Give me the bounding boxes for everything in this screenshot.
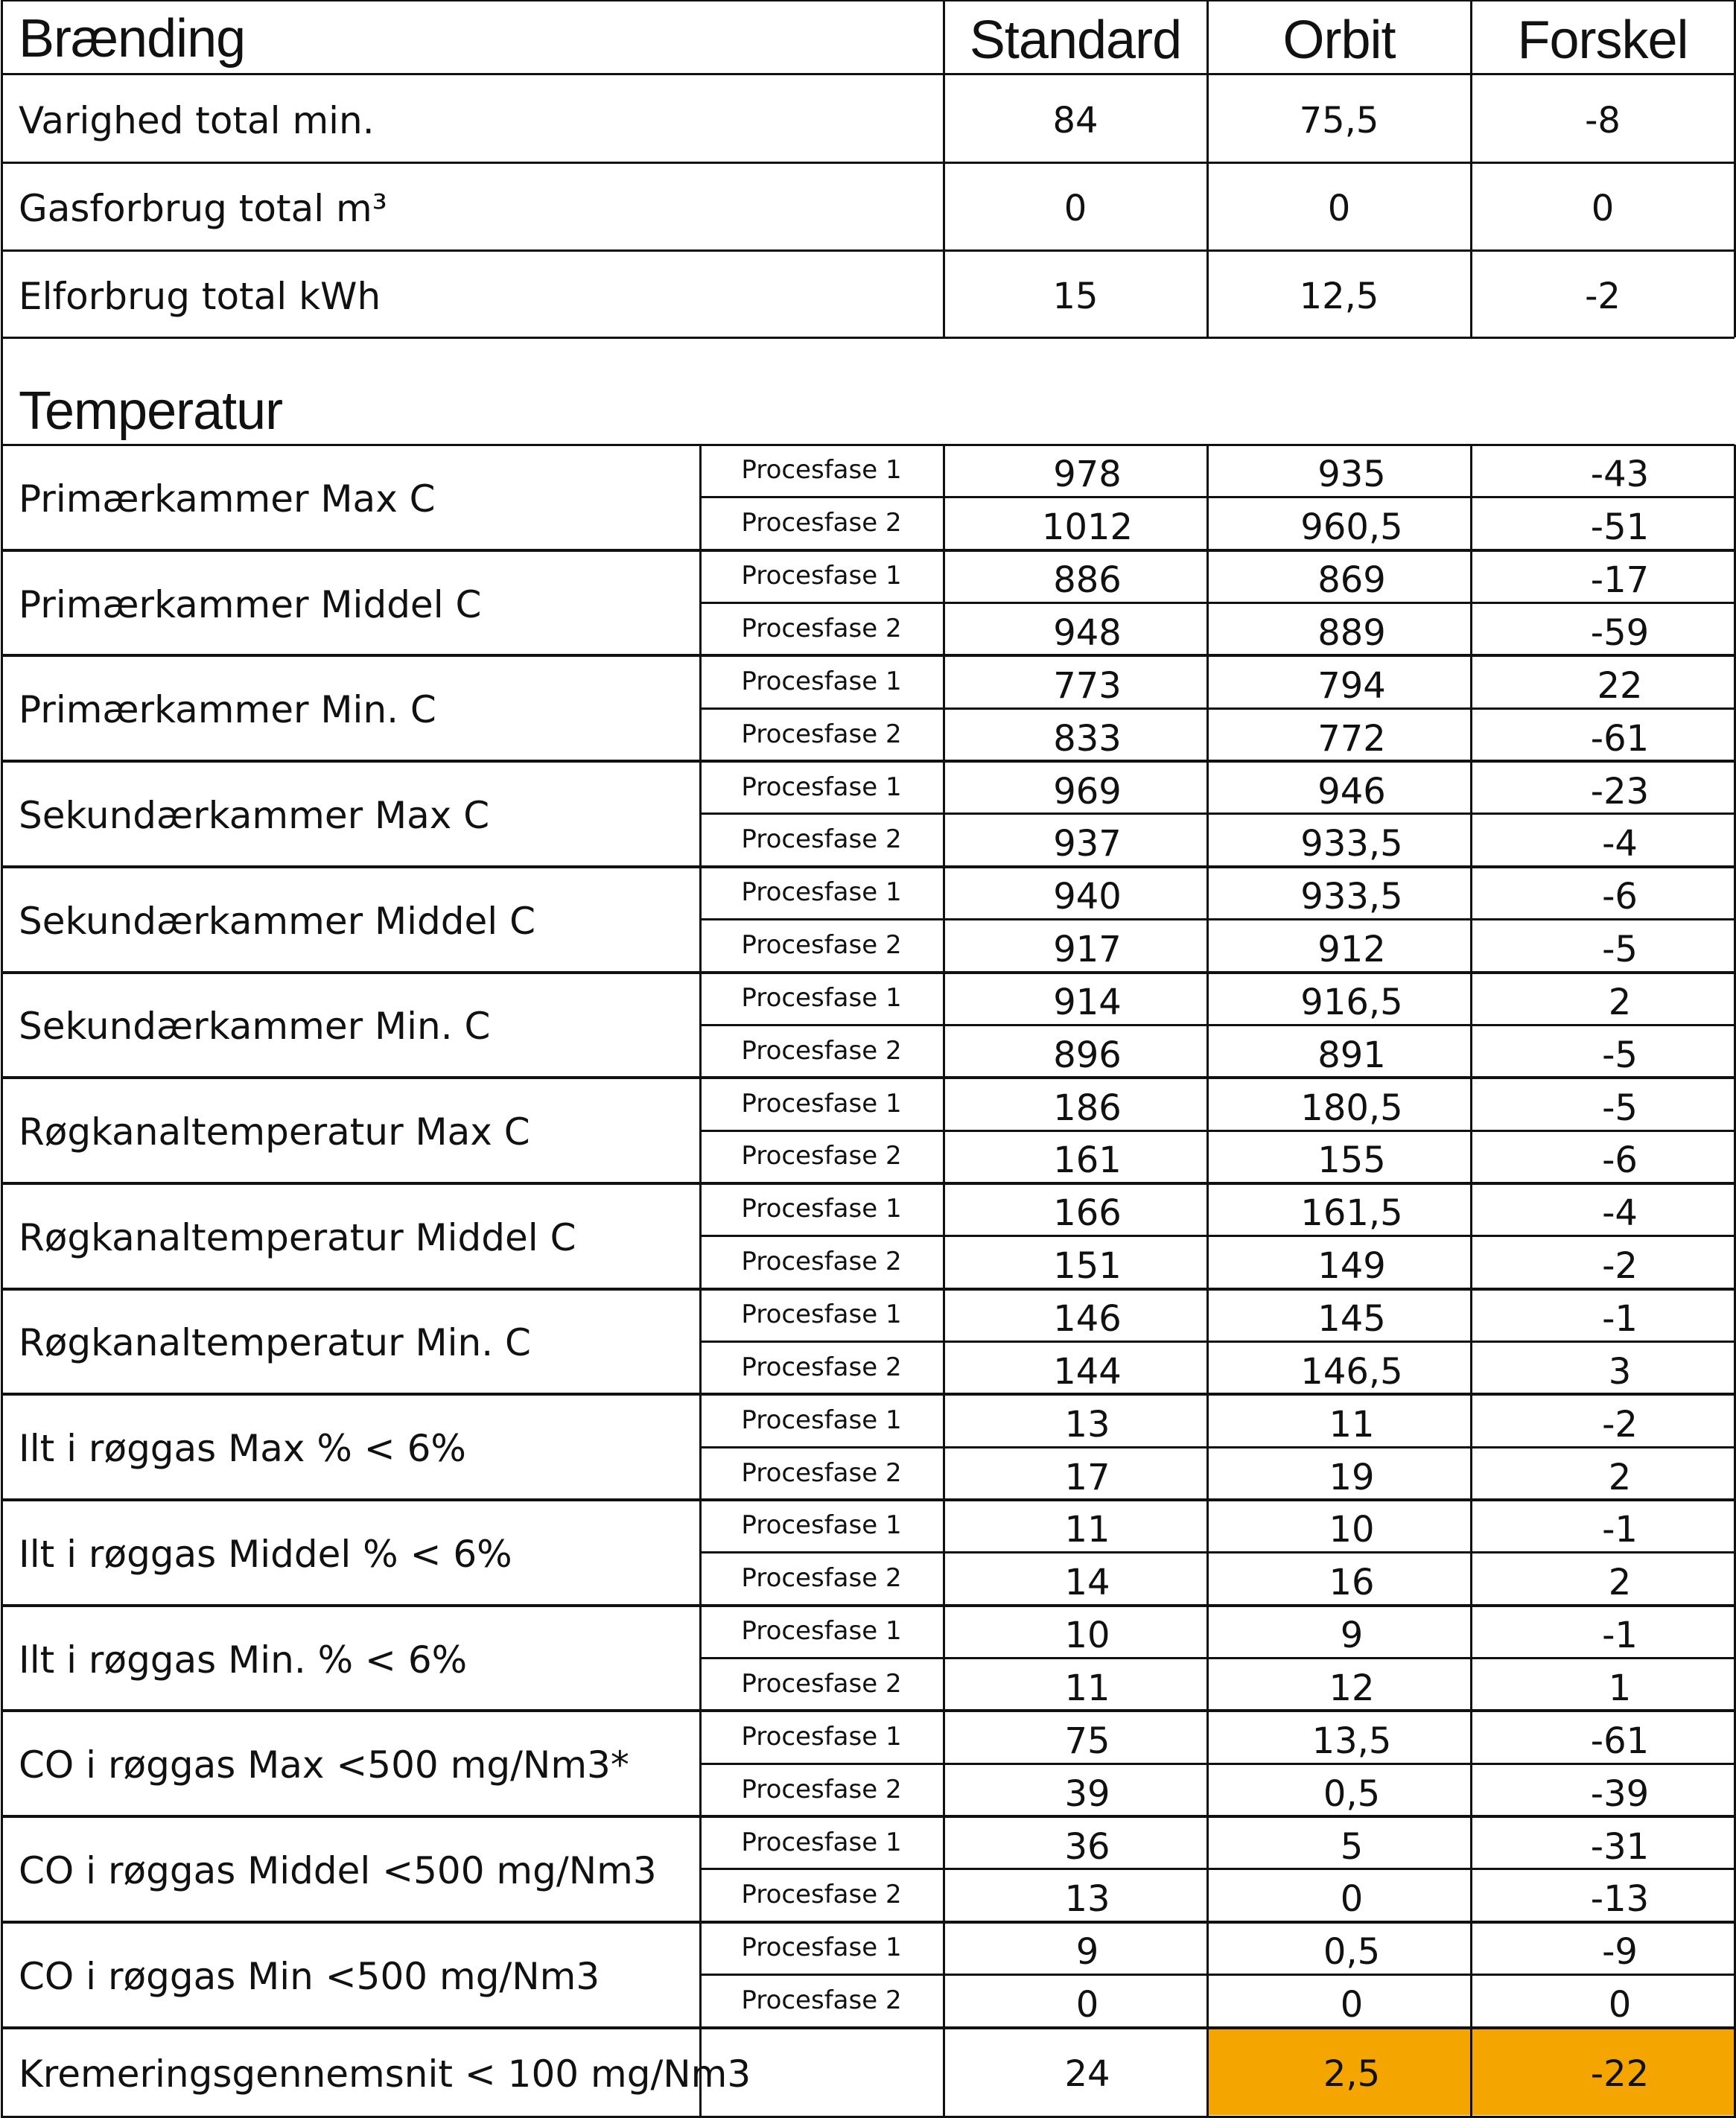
phase-value: 933,5: [1300, 876, 1403, 918]
phase-value: 1012: [1041, 506, 1134, 549]
phase-value: 916,5: [1300, 981, 1403, 1023]
row-divider: [1, 865, 1735, 868]
phase-label: Procesfase 1: [741, 772, 902, 802]
phase-value: 9: [1340, 1615, 1364, 1657]
phase-value: 186: [1053, 1087, 1122, 1129]
row-divider: [1, 549, 1735, 552]
phase-value: 17: [1064, 1456, 1110, 1498]
phase-value: 0: [1340, 1984, 1364, 2026]
phase-label: Procesfase 2: [741, 1880, 902, 1910]
phase-value: 1: [1608, 1667, 1632, 1709]
column-header-forskel: Forskel: [1517, 10, 1688, 70]
row-divider: [700, 1868, 1735, 1870]
final-row-value: -22: [1590, 2053, 1650, 2095]
burn-row-value: 0: [1591, 188, 1615, 229]
phase-label: Procesfase 2: [741, 824, 902, 855]
row-divider: [1, 162, 1735, 164]
row-divider: [700, 496, 1735, 498]
phase-label: Procesfase 2: [741, 1563, 902, 1594]
row-divider: [1, 73, 1735, 75]
column-divider: [1206, 0, 1209, 337]
burn-row-value: 12,5: [1299, 275, 1379, 317]
row-divider: [1, 1709, 1735, 1712]
phase-value: 940: [1053, 876, 1122, 918]
phase-value: 2: [1608, 981, 1632, 1023]
phase-value: 0: [1608, 1984, 1632, 2026]
phase-value: 11: [1329, 1403, 1375, 1446]
phase-value: 0,5: [1323, 1772, 1381, 1815]
phase-value: 12: [1329, 1667, 1375, 1709]
burn-row-label: Gasforbrug total m³: [19, 187, 387, 230]
column-divider: [1470, 445, 1472, 2118]
row-divider: [1, 654, 1735, 657]
phase-value: -59: [1590, 611, 1650, 654]
phase-value: 933,5: [1300, 823, 1403, 865]
column-divider: [699, 445, 702, 2118]
row-divider: [1, 1604, 1735, 1607]
column-header-standard: Standard: [969, 10, 1182, 70]
group-label: Primærkammer Middel C: [19, 582, 482, 626]
column-divider: [1470, 0, 1472, 337]
phase-value: -1: [1602, 1509, 1638, 1551]
phase-label: Procesfase 2: [741, 930, 902, 961]
phase-label: Procesfase 1: [741, 1194, 902, 1224]
final-row-value: 2,5: [1323, 2053, 1381, 2095]
burn-row-value: 75,5: [1299, 99, 1379, 141]
phase-value: 794: [1317, 664, 1386, 707]
row-divider: [1, 0, 1735, 1]
phase-value: 5: [1340, 1825, 1364, 1868]
group-label: CO i røggas Max <500 mg/Nm3*: [19, 1743, 629, 1787]
row-divider: [700, 1130, 1735, 1132]
phase-value: 155: [1317, 1139, 1386, 1182]
phase-value: -4: [1602, 823, 1638, 865]
column-divider: [1734, 445, 1736, 2118]
phase-value: 869: [1317, 559, 1386, 602]
final-row-label: Kremeringsgennemsnit < 100 mg/Nm3: [19, 2052, 751, 2096]
phase-value: 935: [1317, 454, 1386, 496]
phase-label: Procesfase 1: [741, 1088, 902, 1119]
burn-row-value: 0: [1063, 188, 1087, 229]
phase-value: 19: [1329, 1456, 1375, 1498]
row-divider: [1, 249, 1735, 252]
row-divider: [1, 1393, 1735, 1396]
phase-value: -23: [1590, 770, 1650, 812]
phase-label: Procesfase 2: [741, 1774, 902, 1804]
group-label: Ilt i røggas Middel % < 6%: [19, 1532, 512, 1576]
phase-value: 151: [1053, 1245, 1122, 1288]
phase-label: Procesfase 2: [741, 508, 902, 538]
row-divider: [700, 602, 1735, 604]
phase-label: Procesfase 1: [741, 455, 902, 486]
row-divider: [1, 2026, 1735, 2029]
group-label: Røgkanaltemperatur Max C: [19, 1110, 530, 1154]
group-label: Primærkammer Max C: [19, 477, 436, 521]
burn-row-value: 0: [1327, 188, 1351, 229]
phase-value: 145: [1317, 1298, 1386, 1341]
phase-value: -2: [1602, 1245, 1638, 1288]
phase-label: Procesfase 2: [741, 1668, 902, 1699]
phase-value: -61: [1590, 717, 1650, 760]
phase-value: 9: [1075, 1931, 1099, 1974]
phase-value: 146,5: [1300, 1350, 1403, 1393]
column-divider: [1206, 445, 1209, 2118]
group-label: CO i røggas Middel <500 mg/Nm3: [19, 1848, 657, 1892]
row-divider: [700, 1341, 1735, 1343]
section-title-braending: Brænding: [19, 9, 246, 69]
phase-value: 833: [1053, 717, 1122, 760]
phase-label: Procesfase 1: [741, 1721, 902, 1752]
row-divider: [1, 1288, 1735, 1291]
phase-label: Procesfase 1: [741, 1510, 902, 1541]
phase-value: 13,5: [1311, 1720, 1392, 1762]
phase-value: 960,5: [1300, 506, 1403, 549]
phase-value: 13: [1064, 1878, 1110, 1921]
phase-value: 0,5: [1323, 1931, 1381, 1974]
row-divider: [700, 812, 1735, 815]
row-divider: [1, 1921, 1735, 1924]
row-divider: [1, 337, 1735, 339]
phase-value: 16: [1329, 1562, 1375, 1604]
row-divider: [700, 918, 1735, 920]
phase-label: Procesfase 2: [741, 1457, 902, 1488]
group-label: Røgkanaltemperatur Min. C: [19, 1321, 531, 1365]
phase-label: Procesfase 2: [741, 1247, 902, 1277]
phase-value: 969: [1053, 770, 1122, 812]
group-label: Sekundærkammer Max C: [19, 793, 490, 837]
row-divider: [700, 1446, 1735, 1448]
phase-value: 914: [1053, 981, 1122, 1023]
phase-label: Procesfase 1: [741, 1616, 902, 1647]
phase-label: Procesfase 2: [741, 719, 902, 749]
column-divider: [943, 445, 945, 2118]
phase-value: 889: [1317, 611, 1386, 654]
phase-value: 917: [1053, 929, 1122, 971]
burn-row-value: 15: [1052, 275, 1098, 317]
phase-value: 10: [1064, 1615, 1110, 1657]
phase-value: 2: [1608, 1456, 1632, 1498]
phase-value: 13: [1064, 1403, 1110, 1446]
phase-label: Procesfase 1: [741, 666, 902, 696]
group-label: CO i røggas Min <500 mg/Nm3: [19, 1954, 600, 1998]
row-divider: [700, 1024, 1735, 1026]
phase-value: 22: [1597, 664, 1643, 707]
phase-value: -43: [1590, 454, 1650, 496]
phase-label: Procesfase 1: [741, 561, 902, 591]
phase-value: 0: [1075, 1984, 1099, 2026]
phase-value: -39: [1590, 1772, 1650, 1815]
phase-value: 11: [1064, 1509, 1110, 1551]
phase-value: 891: [1317, 1034, 1386, 1076]
phase-label: Procesfase 1: [741, 1405, 902, 1435]
phase-value: -51: [1590, 506, 1650, 549]
phase-value: 161: [1053, 1139, 1122, 1182]
group-label: Ilt i røggas Max % < 6%: [19, 1427, 466, 1471]
phase-value: -5: [1602, 1034, 1638, 1076]
row-divider: [1, 760, 1735, 763]
phase-value: 39: [1064, 1772, 1110, 1815]
row-divider: [1, 971, 1735, 974]
phase-label: Procesfase 2: [741, 613, 902, 643]
phase-value: 75: [1064, 1720, 1110, 1762]
burn-row-value: -2: [1585, 275, 1621, 317]
phase-value: 912: [1317, 929, 1386, 971]
phase-value: 10: [1329, 1509, 1375, 1551]
phase-value: -2: [1602, 1403, 1638, 1446]
column-divider: [1734, 0, 1736, 337]
phase-value: 3: [1608, 1350, 1632, 1393]
row-divider: [700, 1974, 1735, 1976]
phase-value: 896: [1053, 1034, 1122, 1076]
burn-row-value: 84: [1052, 99, 1098, 141]
phase-value: -6: [1602, 876, 1638, 918]
group-label: Ilt i røggas Min. % < 6%: [19, 1638, 468, 1682]
phase-label: Procesfase 2: [741, 1352, 902, 1382]
phase-value: -5: [1602, 1087, 1638, 1129]
phase-value: 11: [1064, 1667, 1110, 1709]
group-label: Sekundærkammer Min. C: [19, 1005, 491, 1049]
phase-value: 146: [1053, 1298, 1122, 1341]
phase-value: -61: [1590, 1720, 1650, 1762]
burn-row-label: Elforbrug total kWh: [19, 274, 381, 318]
phase-value: 948: [1053, 611, 1122, 654]
phase-value: -1: [1602, 1298, 1638, 1341]
phase-value: 166: [1053, 1192, 1122, 1235]
phase-value: 144: [1053, 1350, 1122, 1393]
burn-row-value: -8: [1585, 99, 1621, 141]
row-divider: [700, 1763, 1735, 1765]
phase-value: 772: [1317, 717, 1386, 760]
phase-value: -17: [1590, 559, 1650, 602]
phase-value: -1: [1602, 1615, 1638, 1657]
row-divider: [1, 2116, 1735, 2118]
phase-label: Procesfase 2: [741, 1141, 902, 1171]
row-divider: [1, 1498, 1735, 1501]
phase-value: 149: [1317, 1245, 1386, 1288]
phase-label: Procesfase 2: [741, 1035, 902, 1066]
row-divider: [1, 444, 1735, 446]
phase-value: 886: [1053, 559, 1122, 602]
phase-value: -9: [1602, 1931, 1638, 1974]
phase-label: Procesfase 1: [741, 1933, 902, 1963]
phase-value: 36: [1064, 1825, 1110, 1868]
row-divider: [1, 1815, 1735, 1818]
phase-label: Procesfase 1: [741, 1300, 902, 1330]
row-divider: [700, 1235, 1735, 1237]
phase-label: Procesfase 1: [741, 982, 902, 1013]
phase-value: -13: [1590, 1878, 1650, 1921]
row-divider: [1, 1076, 1735, 1079]
phase-value: 978: [1053, 454, 1122, 496]
row-divider: [700, 1551, 1735, 1553]
phase-label: Procesfase 2: [741, 1985, 902, 2016]
phase-value: -5: [1602, 929, 1638, 971]
phase-label: Procesfase 1: [741, 1827, 902, 1857]
column-divider: [1, 337, 3, 2118]
phase-value: 946: [1317, 770, 1386, 812]
phase-value: 14: [1064, 1562, 1110, 1604]
group-label: Sekundærkammer Middel C: [19, 899, 535, 943]
column-divider: [943, 0, 945, 337]
final-row-value: 24: [1064, 2053, 1110, 2095]
column-divider: [1, 0, 3, 337]
row-divider: [1, 1182, 1735, 1185]
phase-value: 0: [1340, 1878, 1364, 1921]
phase-value: -6: [1602, 1139, 1638, 1182]
phase-value: -31: [1590, 1825, 1650, 1868]
phase-value: 2: [1608, 1562, 1632, 1604]
group-label: Røgkanaltemperatur Middel C: [19, 1215, 576, 1259]
phase-value: 937: [1053, 823, 1122, 865]
row-divider: [700, 1657, 1735, 1659]
section-title-temperatur: Temperatur: [19, 381, 283, 441]
group-label: Primærkammer Min. C: [19, 688, 436, 732]
row-divider: [700, 707, 1735, 710]
phase-value: 180,5: [1300, 1087, 1403, 1129]
phase-value: 773: [1053, 664, 1122, 707]
burn-row-label: Varighed total min.: [19, 98, 375, 142]
column-header-orbit: Orbit: [1282, 10, 1396, 70]
phase-label: Procesfase 1: [741, 877, 902, 908]
phase-value: 161,5: [1300, 1192, 1403, 1235]
phase-value: -4: [1602, 1192, 1638, 1235]
